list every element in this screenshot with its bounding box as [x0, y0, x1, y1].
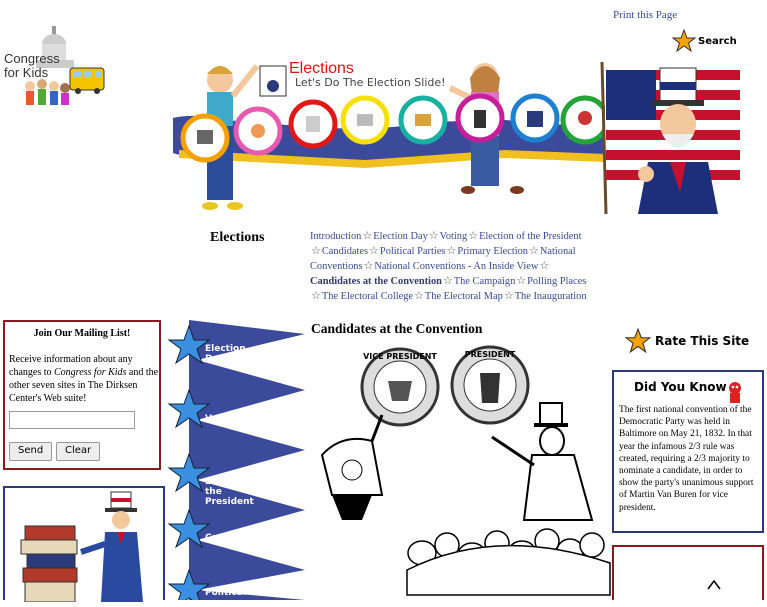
mailing-list-text	[9, 353, 159, 405]
side-nav-candidates[interactable]: Candidates	[205, 533, 262, 543]
vice-president-seal-text: VICE PRESIDENT	[363, 352, 437, 361]
star-icon: ☆	[428, 230, 439, 242]
president-seal-text: PRESIDENT	[464, 350, 516, 359]
mascot-icon	[724, 380, 746, 406]
side-nav-voting[interactable]: Voting	[205, 414, 238, 424]
rate-this-site-button[interactable]	[625, 328, 749, 354]
print-page-link[interactable]: Print this Page	[613, 9, 678, 21]
mailing-text-em: Congress for Kids	[54, 367, 127, 378]
star-icon: ☆	[446, 245, 457, 257]
convention-cartoon-image	[312, 345, 612, 600]
logo-text-line2: for Kids	[4, 65, 49, 80]
congress-for-kids-logo[interactable]	[2, 14, 106, 114]
mailing-text-post: and the other seven sites in The Dirksen Center's Web suite!	[9, 367, 159, 404]
nav-link-primary-election[interactable]: Primary Election	[457, 246, 529, 257]
search-label: Search	[698, 35, 737, 47]
nav-link-polling-places[interactable]: Polling Places	[527, 276, 587, 287]
star-icon: ☆	[311, 290, 321, 302]
side-nav-election-day[interactable]: Election Day	[205, 344, 246, 364]
uncle-sam-flag-image	[598, 62, 748, 214]
nav-current-candidates-at-convention: Candidates at the Convention	[310, 276, 442, 287]
search-button[interactable]	[672, 28, 737, 54]
star-icon	[672, 29, 696, 53]
nav-link-the-campaign[interactable]: The Campaign	[453, 276, 516, 287]
star-icon: ☆	[468, 230, 479, 242]
side-nav-election-of-president[interactable]: Election of the President	[205, 477, 259, 507]
star-icon: ☆	[363, 260, 374, 272]
star-icon: ☆	[311, 245, 321, 257]
elections-topic-nav	[310, 229, 605, 304]
nav-link-election-day[interactable]: Election Day	[373, 231, 428, 242]
star-icon: ☆	[503, 290, 514, 302]
star-icon: ☆	[369, 245, 379, 257]
page-title: Candidates at the Convention	[311, 321, 483, 336]
banner-title: Elections	[289, 60, 354, 77]
nav-link-political-parties[interactable]: Political Parties	[379, 246, 446, 257]
star-icon	[625, 328, 651, 354]
side-topic-nav	[167, 320, 307, 600]
star-icon: ☆	[539, 260, 550, 272]
nav-link-conventions-inside-view[interactable]: National Conventions - An Inside View	[374, 261, 539, 272]
mailing-list-title: Join Our Mailing List!	[33, 328, 131, 339]
star-icon: ☆	[414, 290, 424, 302]
clear-button[interactable]: Clear	[56, 442, 100, 461]
nav-link-electoral-college[interactable]: The Electoral College	[321, 291, 414, 302]
nav-link-candidates[interactable]: Candidates	[321, 246, 369, 257]
did-you-know-box	[612, 370, 764, 533]
star-icon: ☆	[362, 230, 373, 242]
send-button[interactable]: Send	[9, 442, 52, 461]
logo-text-line1: Congress	[4, 51, 60, 66]
side-nav-political[interactable]: Political	[205, 588, 246, 598]
mailing-text-pre: Receive information about any changes to	[9, 354, 133, 378]
did-you-know-text: The first national convention of the Democratic Party was held in Baltimore on May 21, 1832. In that year the infamous 2/3 rule was created, requiring a 2/3 majority to nominate a candidate, in order to show the party's unanimous support of Martin Van Buren for vice president.	[619, 405, 754, 513]
star-icon: ☆	[442, 275, 453, 287]
nav-link-voting[interactable]: Voting	[439, 231, 468, 242]
star-icon: ☆	[529, 245, 539, 257]
chevron-up-icon	[614, 547, 762, 602]
nav-link-inauguration[interactable]: The Inauguration	[514, 291, 587, 302]
rate-this-site-label: Rate This Site	[655, 334, 750, 348]
did-you-know-title: Did You Know	[634, 380, 727, 394]
bottom-right-box	[612, 545, 764, 600]
nav-link-introduction[interactable]: Introduction	[310, 231, 362, 242]
uncle-sam-books-image	[5, 488, 163, 602]
star-icon: ☆	[516, 275, 527, 287]
email-field[interactable]	[9, 411, 135, 429]
nav-link-election-of-the-president[interactable]: Election of the President	[479, 231, 582, 242]
banner-subtitle: Let's Do The Election Slide!	[295, 76, 446, 89]
books-promo-box[interactable]	[3, 486, 165, 600]
nav-link-electoral-map[interactable]: The Electoral Map	[424, 291, 503, 302]
mailing-list-box	[3, 320, 161, 470]
section-title: Elections	[210, 230, 265, 245]
nav-link-national-conventions[interactable]: National Conventions	[310, 246, 576, 272]
